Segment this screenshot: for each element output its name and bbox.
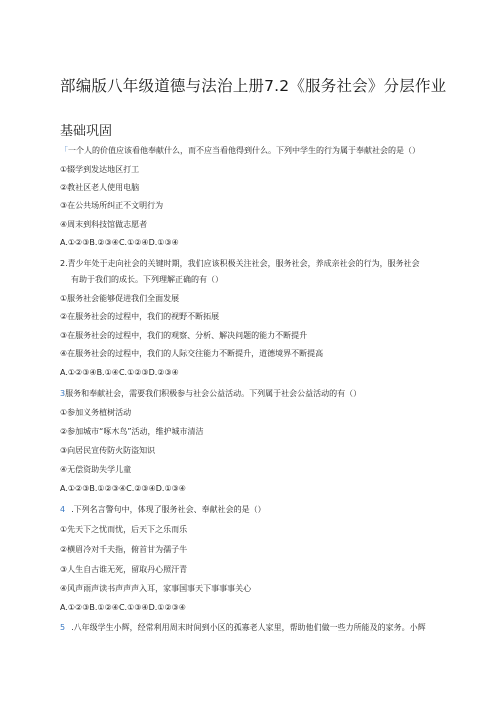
question-1-option-1: ①辍学到发达地区打工 bbox=[60, 165, 140, 174]
question-4-option-2: ②横眉冷对千夫指，俯首甘为孺子牛 bbox=[60, 545, 188, 554]
page-title: 部编版八年级道德与法治上册7.2《服务社会》分层作业 bbox=[60, 77, 447, 95]
question-1-number: 「 bbox=[60, 146, 68, 155]
question-3-answers: A.①②③B.①②③④C.②③④D.①③④ bbox=[60, 484, 186, 493]
question-2-option-3: ③在服务社会的过程中，我们的观察、分析、解决问题的能力不断提升 bbox=[60, 331, 308, 340]
question-3-option-3: ③向居民宣传防火防盗知识 bbox=[60, 446, 156, 455]
question-4-option-3: ③人生自古谁无死，留取丹心照汗青 bbox=[60, 565, 188, 574]
question-5-number: 5 bbox=[60, 623, 66, 632]
question-3-stem: 3服务和奉献社会，需要我们积极参与社会公益活动。下列属于社会公益活动的有（） bbox=[60, 389, 362, 398]
question-2-answers: A.①②③④B.①④C.①②③D.②③④ bbox=[60, 368, 179, 377]
question-1-option-3: ③在公共场所纠正不文明行为 bbox=[60, 201, 164, 210]
question-2-option-4: ④在服务社会的过程中，我们的人际交往能力不断提升，道德境界不断提高 bbox=[60, 349, 324, 358]
question-2-option-1: ①服务社会能够促进我们全面发展 bbox=[60, 294, 180, 303]
section-heading: 基础巩固 bbox=[60, 124, 113, 139]
question-3-option-2: ②参加城市“啄木鸟”活动，维护城市清洁 bbox=[60, 427, 204, 436]
question-2-option-2: ②在服务社会的过程中，我们的视野不断拓展 bbox=[60, 312, 220, 321]
question-2-stem-continued: 有助于我们的成长。下列理解正确的有（） bbox=[71, 275, 223, 284]
question-1-answers: A.①②③B.②③④C.①②④D.①③④ bbox=[60, 238, 179, 247]
question-1-option-4: ④周末到科技馆做志愿者 bbox=[60, 220, 148, 229]
question-1-stem: 「一个人的价值应该看他奉献什么，而不应当看他得到什么。下列中学生的行为属于奉献社会的是（） bbox=[60, 146, 420, 155]
question-4-stem: 4 .下列名言警句中，体现了服务社会、奉献社会的是（） bbox=[60, 505, 266, 514]
question-2-number: 2. bbox=[60, 259, 68, 268]
question-4-option-4: ④风声雨声读书声声声入耳，家事国事天下事事事关心 bbox=[60, 584, 252, 593]
question-5-stem: 5 .八年级学生小辉，经常利用周末时间到小区的孤寡老人家里，帮助他们做一些力所能及的家务。小辉 bbox=[60, 623, 426, 632]
question-4-number: 4 bbox=[60, 505, 66, 514]
question-4-answers: A.①②③B.①②④C.①③④D.①②③④ bbox=[60, 603, 186, 612]
question-1-option-2: ②教社区老人使用电脑 bbox=[60, 183, 140, 192]
question-4-option-1: ①先天下之忧而忧，后天下之乐而乐 bbox=[60, 525, 188, 534]
question-3-number: 3 bbox=[60, 389, 66, 398]
question-3-option-4: ④无偿资助失学儿童 bbox=[60, 465, 132, 474]
question-2-stem: 2.青少年处于走向社会的关键时期，我们应该积极关注社会，服务社会，养成亲社会的行为，服务社会 bbox=[60, 259, 420, 268]
question-3-option-1: ①参加义务植树活动 bbox=[60, 408, 132, 417]
